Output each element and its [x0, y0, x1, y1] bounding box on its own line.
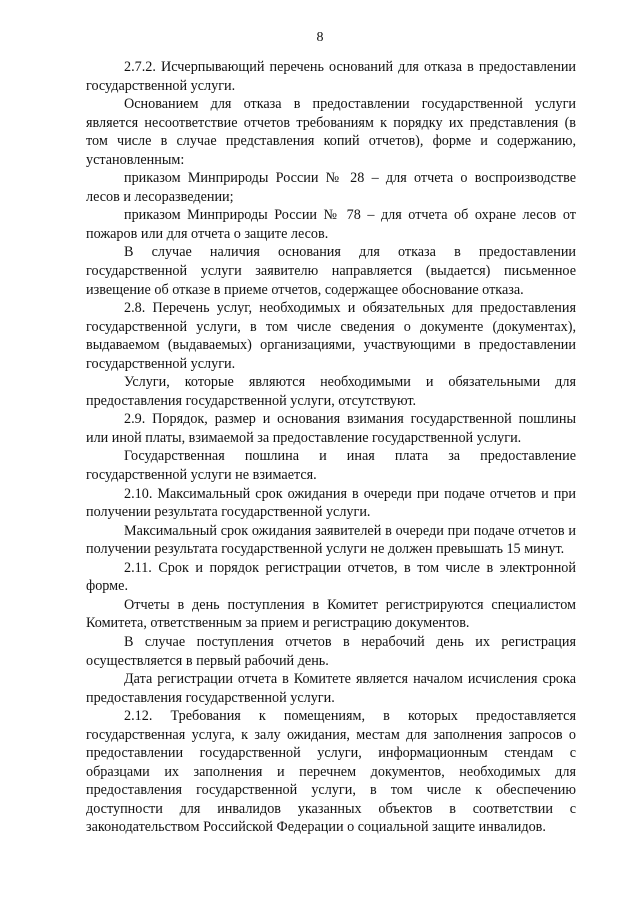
paragraph-nonworking-day: В случае поступления отчетов в нерабочий день их регистрация осуществляется в первый рабочий день.: [86, 633, 576, 669]
paragraph-refusal-basis: Основанием для отказа в предоставлении государственной услуги является несоответствие отчетов требованиям к порядку их представления (в том числе в случае представления копий отчетов), форме и содержанию, установленным:: [86, 96, 576, 168]
paragraph-refusal-notice: В случае наличия основания для отказа в предоставлении государственной услуги заявителю направляется (выдается) письменное извещение об отказе в приеме отчетов, содержащее обоснование отказа.: [86, 244, 576, 298]
paragraph-2-9-heading: 2.9. Порядок, размер и основания взимания государственной пошлины или иной платы, взимаемой за предоставление государственной услуги.: [86, 411, 576, 446]
paragraph-max-wait: Максимальный срок ожидания заявителей в очереди при подаче отчетов и получении результата государственной услуги не должен превышать 15 минут.: [86, 522, 576, 558]
paragraph-registration: Отчеты в день поступления в Комитет регистрируются специалистом Комитета, ответственным за прием и регистрацию документов.: [86, 596, 576, 632]
paragraph-order-28: приказом Минприроды России № 28 – для отчета о воспроизводстве лесов и лесоразведении;: [86, 170, 576, 205]
document-body: [86, 58, 576, 837]
paragraph-registration-date: Дата регистрации отчета в Комитете является началом исчисления срока предоставления государственной услуги.: [86, 671, 576, 706]
paragraph-2-7-2-heading: 2.7.2. Исчерпывающий перечень оснований для отказа в предоставлении государственной услуги.: [86, 59, 576, 94]
paragraph-2-8-heading: 2.8. Перечень услуг, необходимых и обязательных для предоставления государственной услуги, в том числе сведения о документе (документах), выдаваемом (выдаваемых) организациями, участвующими в предоставлении государственной услуги.: [86, 300, 576, 372]
paragraph-2-12-heading: 2.12. Требования к помещениям, в которых предоставляется государственная услуга, к залу ожидания, местам для заполнения запросов о предоставлении государственной услуги, информационным стендам с образцами их заполнения и перечнем документов, необходимых для предоставления государственной услуги, в том числе к обеспечению доступности для инвалидов указанных объектов в соответствии с законодательством Российской Федерации о социальной защите инвалидов.: [86, 708, 576, 836]
page-number: 8: [316, 30, 324, 45]
paragraph-services-absent: Услуги, которые являются необходимыми и обязательными для предоставления государственной услуги, отсутствуют.: [86, 374, 576, 409]
paragraph-order-78: приказом Минприроды России № 78 – для отчета об охране лесов от пожаров или для отчета о защите лесов.: [86, 207, 576, 242]
paragraph-no-fee: Государственная пошлина и иная плата за предоставление государственной услуги не взимается.: [86, 448, 576, 484]
paragraph-2-11-heading: 2.11. Срок и порядок регистрации отчетов, в том числе в электронной форме.: [86, 559, 576, 595]
paragraph-2-10-heading: 2.10. Максимальный срок ожидания в очереди при подаче отчетов и при получении результата государственной услуги.: [86, 485, 576, 521]
